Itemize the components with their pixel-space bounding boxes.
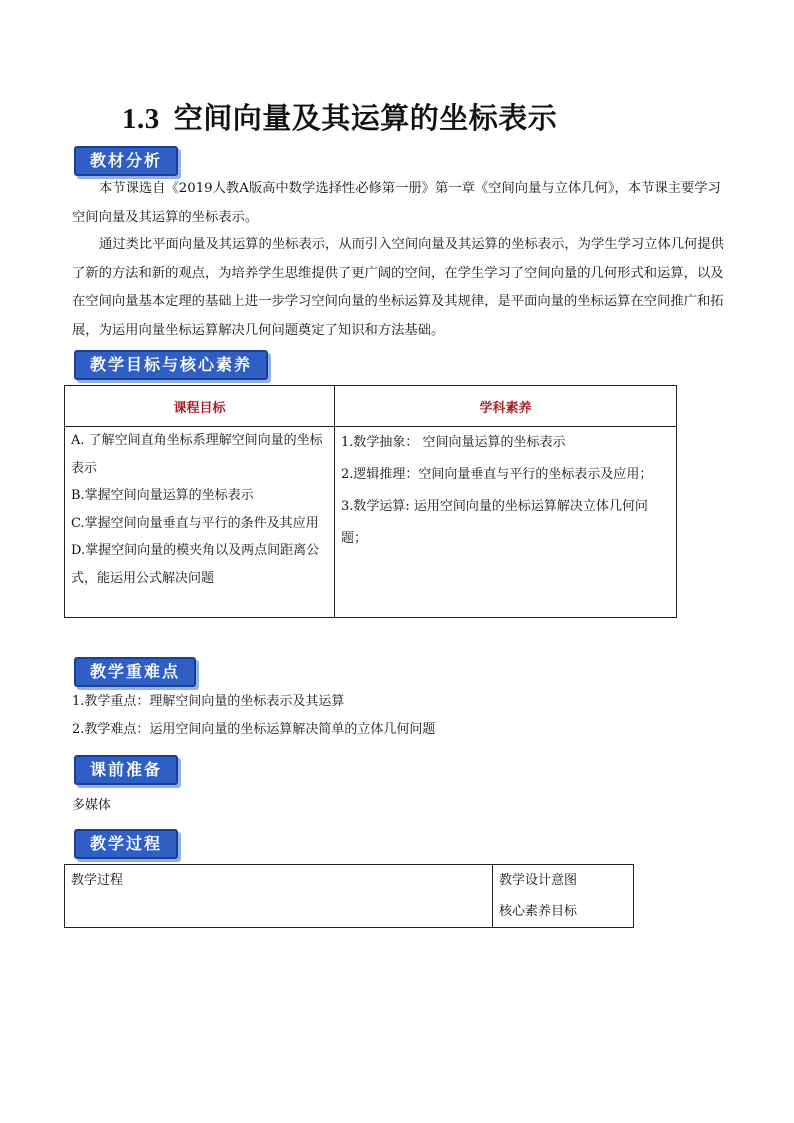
section-tag-process: 教学过程 [74, 829, 178, 859]
process-cell [65, 865, 493, 928]
section-tag-key-points: 教学重难点 [74, 657, 196, 687]
design-intent-label: 教学设计意图 [499, 873, 578, 888]
core-literacy-label: 核心素养目标 [499, 904, 578, 919]
objectives-table-body-row [65, 427, 677, 618]
literacy-item: 2.逻辑推理：空间向量垂直与平行的坐标表示及应用； [341, 467, 653, 482]
goal-item: B.掌握空间向量运算的坐标表示 [71, 488, 254, 503]
design-intent-cell [493, 865, 634, 928]
goal-item: D.掌握空间向量的模夹角以及两点间距离公式，能运用公式解决问题 [71, 543, 320, 586]
title-number: 1.3 [122, 103, 160, 135]
process-table [64, 864, 634, 928]
process-table-row [65, 865, 634, 928]
literacy-cell [335, 427, 677, 618]
page-title [122, 96, 557, 137]
analysis-paragraph-2: 通过类比平面向量及其运算的坐标表示，从而引入空间向量及其运算的坐标表示，为学生学习立体几何提供了新的方法和新的观点，为培养学生思维提供了更广阔的空间，在学生学习了空间向量的几何形式和运算，以及在空间向量基本定理的基础上进一步学习空间向量的坐标运算及其规律，是平面向量的坐标运算在空间推广和拓展，为运用向量坐标运算解决几何问题奠定了知识和方法基础。 [72, 237, 724, 338]
goal-item: A. 了解空间直角坐标系理解空间向量的坐标表示 [71, 433, 323, 476]
key-point-focus: 1.教学重点：理解空间向量的坐标表示及其运算 [72, 694, 345, 709]
key-point-difficulty: 2.教学难点：运用空间向量的坐标运算解决简单的立体几何问题 [72, 722, 436, 737]
objectives-table-header-row [65, 386, 677, 427]
header-course-goals: 课程目标 [65, 386, 335, 427]
preparation-text: 多媒体 [72, 798, 112, 813]
section-tag-analysis: 教材分析 [74, 146, 178, 176]
header-subject-literacy: 学科素养 [335, 386, 677, 427]
literacy-item: 1.数学抽象： 空间向量运算的坐标表示 [341, 435, 566, 450]
title-text: 空间向量及其运算的坐标表示 [173, 101, 558, 135]
section-tag-preparation: 课前准备 [74, 755, 178, 785]
analysis-paragraph-1: 本节课选自《2019人教A版高中数学选择性必修第一册》第一章《空间向量与立体几何》，本节课主要学习空间向量及其运算的坐标表示。 [72, 181, 721, 225]
process-label: 教学过程 [71, 873, 124, 888]
course-goals-cell [65, 427, 335, 618]
section-tag-objectives: 教学目标与核心素养 [74, 350, 268, 380]
literacy-item: 3.数学运算: 运用空间向量的坐标运算解决立体几何问题； [341, 499, 648, 546]
goal-item: C.掌握空间向量垂直与平行的条件及其应用 [71, 515, 319, 531]
objectives-table [64, 385, 677, 618]
